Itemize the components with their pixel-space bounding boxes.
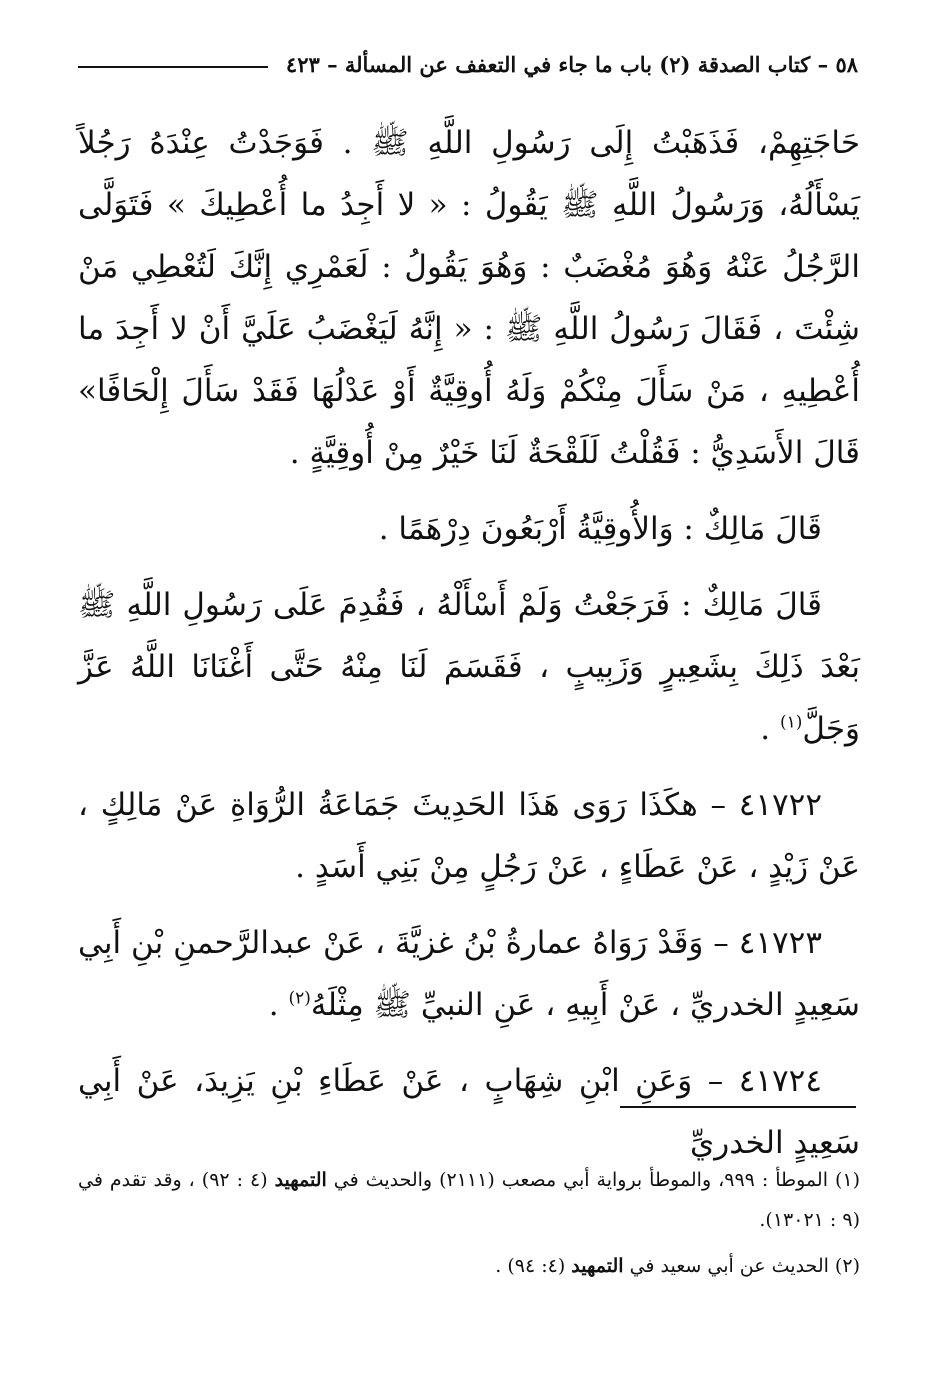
hadith-tail: . xyxy=(268,987,289,1023)
hadith-number: ٤١٧٢٣ xyxy=(738,925,822,961)
footnote-source: التمهيد xyxy=(571,1255,624,1277)
paragraph-text: حَاجَتِهِمْ، فَذَهَبْتُ إِلَى رَسُولِ اللَّهِ ﷺ . فَوَجَدْتُ عِنْدَهُ رَجُلاً يَسْأَلُهُ، وَرَسُولُ اللَّهِ ﷺ يَقُولُ : « لا أَجِدُ ما أُعْطِيكَ » فَتَوَلَّى الرَّجُلُ عَنْهُ وَهُوَ مُغْضَبٌ : وَهُوَ يَقُولُ : لَعَمْرِي إِنَّكَ لَتُعْطِي مَنْ شِئْتَ ، فَقَالَ رَسُولُ اللَّهِ ﷺ : « إِنَّهُ لَيَغْضَبُ عَلَيَّ أَنْ لا أَجِدَ ما أُعْطِيهِ ، مَنْ سَأَلَ مِنْكُمْ وَلَهُ أُوقِيَّةٌ أَوْ عَدْلُهَا فَقَدْ سَأَلَ إِلْحَافًا» قَالَ الأَسَدِيُّ : فَقُلْتُ لَلَقْحَةٌ لَنَا خَيْرٌ مِنْ أُوقِيَّةٍ . xyxy=(78,125,860,471)
footnote-ref[interactable]: (٢) xyxy=(288,988,311,1009)
paragraph xyxy=(78,112,860,484)
dash: – xyxy=(703,925,739,961)
dash: – xyxy=(692,1063,739,1099)
footnote-item xyxy=(78,1246,860,1286)
paragraph-text: قَالَ مَالِكٌ : فَرَجَعْتُ وَلَمْ أَسْأَلْهُ ، فَقُدِمَ عَلَى رَسُولِ اللَّهِ ﷺ بَعْدَ ذَلِكَ بِشَعِيرٍ وَزَبِيبٍ ، فَقَسَمَ لَنَا مِنْهُ حَتَّى أَغْنَانَا اللَّهُ عَزَّ وَجَلَّ xyxy=(78,587,860,747)
header-rule xyxy=(78,66,268,68)
hadith-text: وَقَدْ رَوَاهُ عمارةُ بْنُ غزيَّةَ ، عَنْ عبدالرَّحمنِ بْنِ أَبِي سَعِيدٍ الخدريِّ ، عَنْ أَبِيهِ ، عَنِ النبيِّ ﷺ مِثْلَهُ xyxy=(78,925,860,1023)
main-text xyxy=(78,112,860,1188)
hadith-text: وَعَنِ ابْنِ شِهَابٍ ، عَنْ عَطَاءِ بْنِ يَزِيدَ، عَنْ أَبِي سَعِيدٍ الخدريِّ xyxy=(78,1063,860,1161)
running-header xyxy=(78,48,858,80)
paragraph-text: قَالَ مَالِكٌ : وَالأُوقِيَّةُ أَرْبَعُونَ دِرْهَمًا . xyxy=(378,511,822,547)
paragraph xyxy=(78,574,860,760)
hadith-text: هكَذَا رَوَى هَذَا الحَدِيثَ جَمَاعَةُ الرُّوَاةِ عَنْ مَالِكٍ ، عَنْ زَيْدٍ ، عَنْ عَطَاءٍ ، عَنْ رَجُلٍ مِنْ بَنِي أَسَدٍ . xyxy=(78,787,860,885)
footnote-ref[interactable]: (١) xyxy=(779,712,803,733)
footnote-source: التمهيد xyxy=(274,1169,327,1191)
footnote-text: (٢) الحديث عن أبي سعيد في xyxy=(623,1255,860,1277)
footnote-text: (١) الموطأ : ٩٩٩، والموطأ برواية أبي مصعب (٢١١١) والحديث في xyxy=(326,1169,861,1191)
footnotes xyxy=(78,1160,860,1292)
dash: – xyxy=(697,787,739,823)
hadith-entry xyxy=(78,1050,860,1174)
footnote-text: (٤ : ٩٢) ، وقد تقدم في (٩ : ١٣٠٢١). xyxy=(78,1169,860,1231)
footnote-item xyxy=(78,1160,860,1240)
hadith-number: ٤١٧٢٢ xyxy=(738,787,822,823)
hadith-entry xyxy=(78,912,860,1036)
paragraph-tail: . xyxy=(760,711,780,747)
header-title: ٥٨ – كتاب الصدقة (٢) باب ما جاء في التعفف عن المسألة – ٤٢٣ xyxy=(285,51,858,77)
paragraph xyxy=(78,498,860,560)
hadith-entry xyxy=(78,774,860,898)
footnote-text: (٤: ٩٤) . xyxy=(495,1255,572,1277)
footnote-separator xyxy=(620,1106,856,1108)
hadith-number: ٤١٧٢٤ xyxy=(738,1063,822,1099)
